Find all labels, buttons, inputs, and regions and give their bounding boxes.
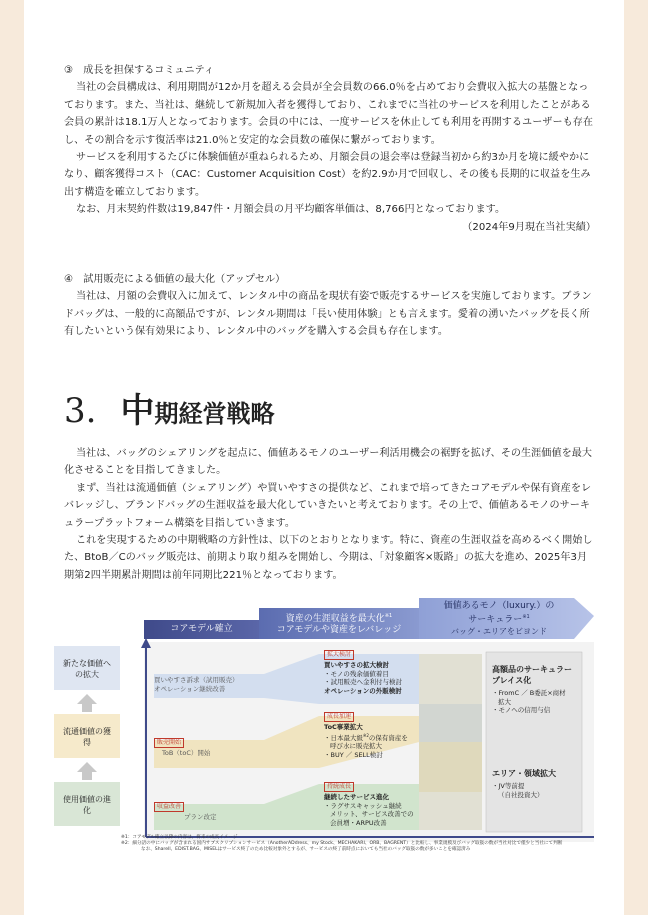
outcome-circular-place xyxy=(492,664,578,715)
row3-item-1: ・ラグサスキャッシュ継続 xyxy=(324,801,402,810)
converge-area xyxy=(419,654,482,830)
outcome-2-title: エリア・領域拡大 xyxy=(492,769,556,778)
strategy-paragraph-1: 当社は、バッグのシェアリングを起点に、価値あるモノのユーザー利活用機会の裾野を拡げ、その生涯価値を最大化させることを目指してきました。 xyxy=(64,448,593,477)
phase-3-title: 価値あるモノ（luxury.）の xyxy=(443,600,555,611)
row1-phase1-line2: オペレーション継続改善 xyxy=(154,684,226,693)
row2-item-2: 呼び水に販売拡大 xyxy=(330,742,382,751)
footnote-1: ※1：コアモデル確立以降の内容は、将来の成長イメージ xyxy=(121,835,238,840)
up-arrow-1 xyxy=(77,694,97,712)
row2-item-1 xyxy=(324,732,416,743)
phase-1 xyxy=(144,620,259,639)
row1-item-1: ・モノの残余価値着目 xyxy=(324,669,389,678)
phase-2-title xyxy=(259,611,419,625)
community-paragraph-2: サービスを利用するたびに体験価値が重ねられるため、月額会員の退会率は登録当初から約3か月を境に緩やかになり、顧客獲得コスト（CAC：Customer Acquisition Cost）を約2.9か月で回収し、その後も長期的に収益を生み出す構造を確立しております。 xyxy=(64,152,591,198)
row2-item-1-text: ・日本最大級 xyxy=(324,733,363,742)
footnote-2: ※2：細分語の中にバッグが含まれる国内サブスクリプションサービス（AnotherADdress、my Stock、MECHAKARI、ORB、BAGRENT）と比較し、事業規模及びバッグ取扱の数が当社対比で僅少と当社にて判断 xyxy=(121,841,563,846)
outcome-1-title: 高額品のサーキュラープレイス化 xyxy=(492,665,572,685)
outcome-area-expansion xyxy=(492,768,578,799)
left-label-usage-value: 使用価値の進化 xyxy=(63,795,111,815)
strategy-paragraph-2: まず、当社は流通価値（シェアリング）や買いやすさの提供など、これまで培ってきたコアモデルや保有資産をレバレッジし、ブランドバッグの生涯収益を最大化していきたいと考えております。その上で、価値あるモノのサーキュラープラットフォーム構築を目指していきます。 xyxy=(64,482,592,529)
phase-3-footnote-mark: ※1 xyxy=(522,613,530,620)
strategy-paragraph-3: これを実現するための中期戦略の方針性は、以下のとおりとなります。特に、資産の生涯収益を高めるべく開始した、BtoB／Cのバッグ販売は、前期より取り組みを開始し、今期は、「対象顧客×販路」の拡大を進め、2025年3月期第2四半期累計期間は前年同期比221％となっております。 xyxy=(64,535,593,581)
row2-title: ToC事業拡大 xyxy=(324,723,363,731)
row1-phase1 xyxy=(154,676,264,693)
phase-1-label: コアモデル確立 xyxy=(170,624,233,634)
phase-2 xyxy=(259,608,419,639)
row3-phase1-text: プラン改定 xyxy=(184,813,217,821)
section-number: 3. xyxy=(64,391,97,431)
row1-phase1-line1: 買いやすさ訴求（試用販売） xyxy=(154,676,239,684)
row3-tag: 持続成長 xyxy=(324,782,354,792)
row2-phase2 xyxy=(324,712,416,759)
section-title xyxy=(64,383,274,432)
section-title-first-char: 中 xyxy=(120,391,155,431)
diagram-footnotes xyxy=(121,835,601,853)
upsell-section xyxy=(64,271,596,341)
row3-phase2 xyxy=(324,782,416,827)
outcome-1-item-2: 拡大 xyxy=(498,697,511,706)
left-label-new-value: 新たな価値への拡大 xyxy=(63,659,111,679)
phase-3-title-line2 xyxy=(419,612,579,626)
row1-phase2 xyxy=(324,650,416,695)
left-label-distribution-value: 流通価値の獲得 xyxy=(63,727,111,747)
strategy-body xyxy=(64,445,596,584)
upsell-heading: ④ 試用販売による価値の最大化（アップセル） xyxy=(64,274,286,285)
row2-phase1-tag: 販売開始 xyxy=(154,738,184,748)
upsell-paragraph: 当社は、月額の会費収入に加えて、レンタル中の商品を現状有姿で販売するサービスを実施しております。ブランドバッグは、一般的に高額品ですが、レンタル期間は「長い使用体験」とも言えます。愛着の湧いたバッグを長く所有したいという保有効果により、レンタル中のバッグを購入する会員も存在します。 xyxy=(64,291,592,338)
row3-item-3: 会員増・ARPU改善 xyxy=(330,818,387,827)
outcome-2-item-2: （自社投資大） xyxy=(498,790,544,799)
page xyxy=(24,0,624,915)
row3-phase1-tag: 収益改善 xyxy=(154,802,184,812)
footnote-3: なお、Sharell、EDIST.BAG、MISELはサービス終了のため比較対象外とするが、サービスの終了前時点においても当社のバッグ取扱の数が多いことを確認済み xyxy=(141,847,471,852)
section-title-rest: 期経営戦略 xyxy=(154,399,275,428)
phase-3-subtitle: バッグ・エリアをビヨンド xyxy=(451,626,547,636)
row2-footnote-mark: ※2 xyxy=(363,732,369,738)
row2-phase1-text: ToB（toC）開始 xyxy=(162,749,211,757)
row2-item-3: ・BUY ／ SELL検討 xyxy=(324,750,383,759)
community-paragraph-1: 当社の会員構成は、利用期間が12か月を超える会員が全会員数の66.0％を占めており会費収入拡大の基盤となっております。また、当社は、継続して新規加入者を獲得しており、これまでに当社のサービスを利用したことがある会員の累計は18.1万人となっております。会員の中には、一度サービスを休止しても利用を再開するユーザーも存在し、その割合を示す復活率は21.0％と安定的な会員数の確保に繋がっております。 xyxy=(64,82,594,146)
row1-tag: 拡大検討 xyxy=(324,650,354,660)
row3-phase1 xyxy=(154,802,264,822)
outcome-2-item-1: ・JV等前提 xyxy=(492,782,525,790)
row3-title: 継続したサービス進化 xyxy=(324,793,389,801)
phase-3 xyxy=(419,598,579,639)
community-paragraph-3: なお、月末契約件数は19,847件・月額会員の月平均顧客単価は、8,766円となっております。 xyxy=(76,204,506,216)
outcome-1-item-1: ・FromC ／ B委託×商材 xyxy=(492,689,566,697)
outcome-1-item-3: ・モノへの信用与信 xyxy=(492,706,551,714)
row2-phase1 xyxy=(154,738,264,758)
row1-title: 買いやすさの拡大検討 xyxy=(324,661,389,669)
row3-item-2: メリット、サービス改善での xyxy=(330,810,414,818)
phase-2-footnote-mark: ※1 xyxy=(384,613,393,619)
phase-3-title-line2-text: サーキュラー xyxy=(468,614,523,625)
up-arrow-2 xyxy=(77,762,97,780)
community-section xyxy=(64,62,596,236)
row1-item-2: ・試用販売へ金利付与検討 xyxy=(324,678,402,686)
phase-2-title-text: 資産の生涯収益を最大化 xyxy=(285,614,385,624)
community-note: （2024年9月現在当社実績） xyxy=(462,221,596,233)
row1-bold-item: オペレーションの外販検討 xyxy=(324,686,402,695)
phase-2-subtitle: コアモデルや資産をレバレッジ xyxy=(276,625,402,635)
row2-item-1-cont: の保有資産を xyxy=(368,733,408,742)
community-heading: ③ 成長を担保するコミュニティ xyxy=(64,65,215,76)
row2-tag: 成長加速 xyxy=(324,712,354,722)
